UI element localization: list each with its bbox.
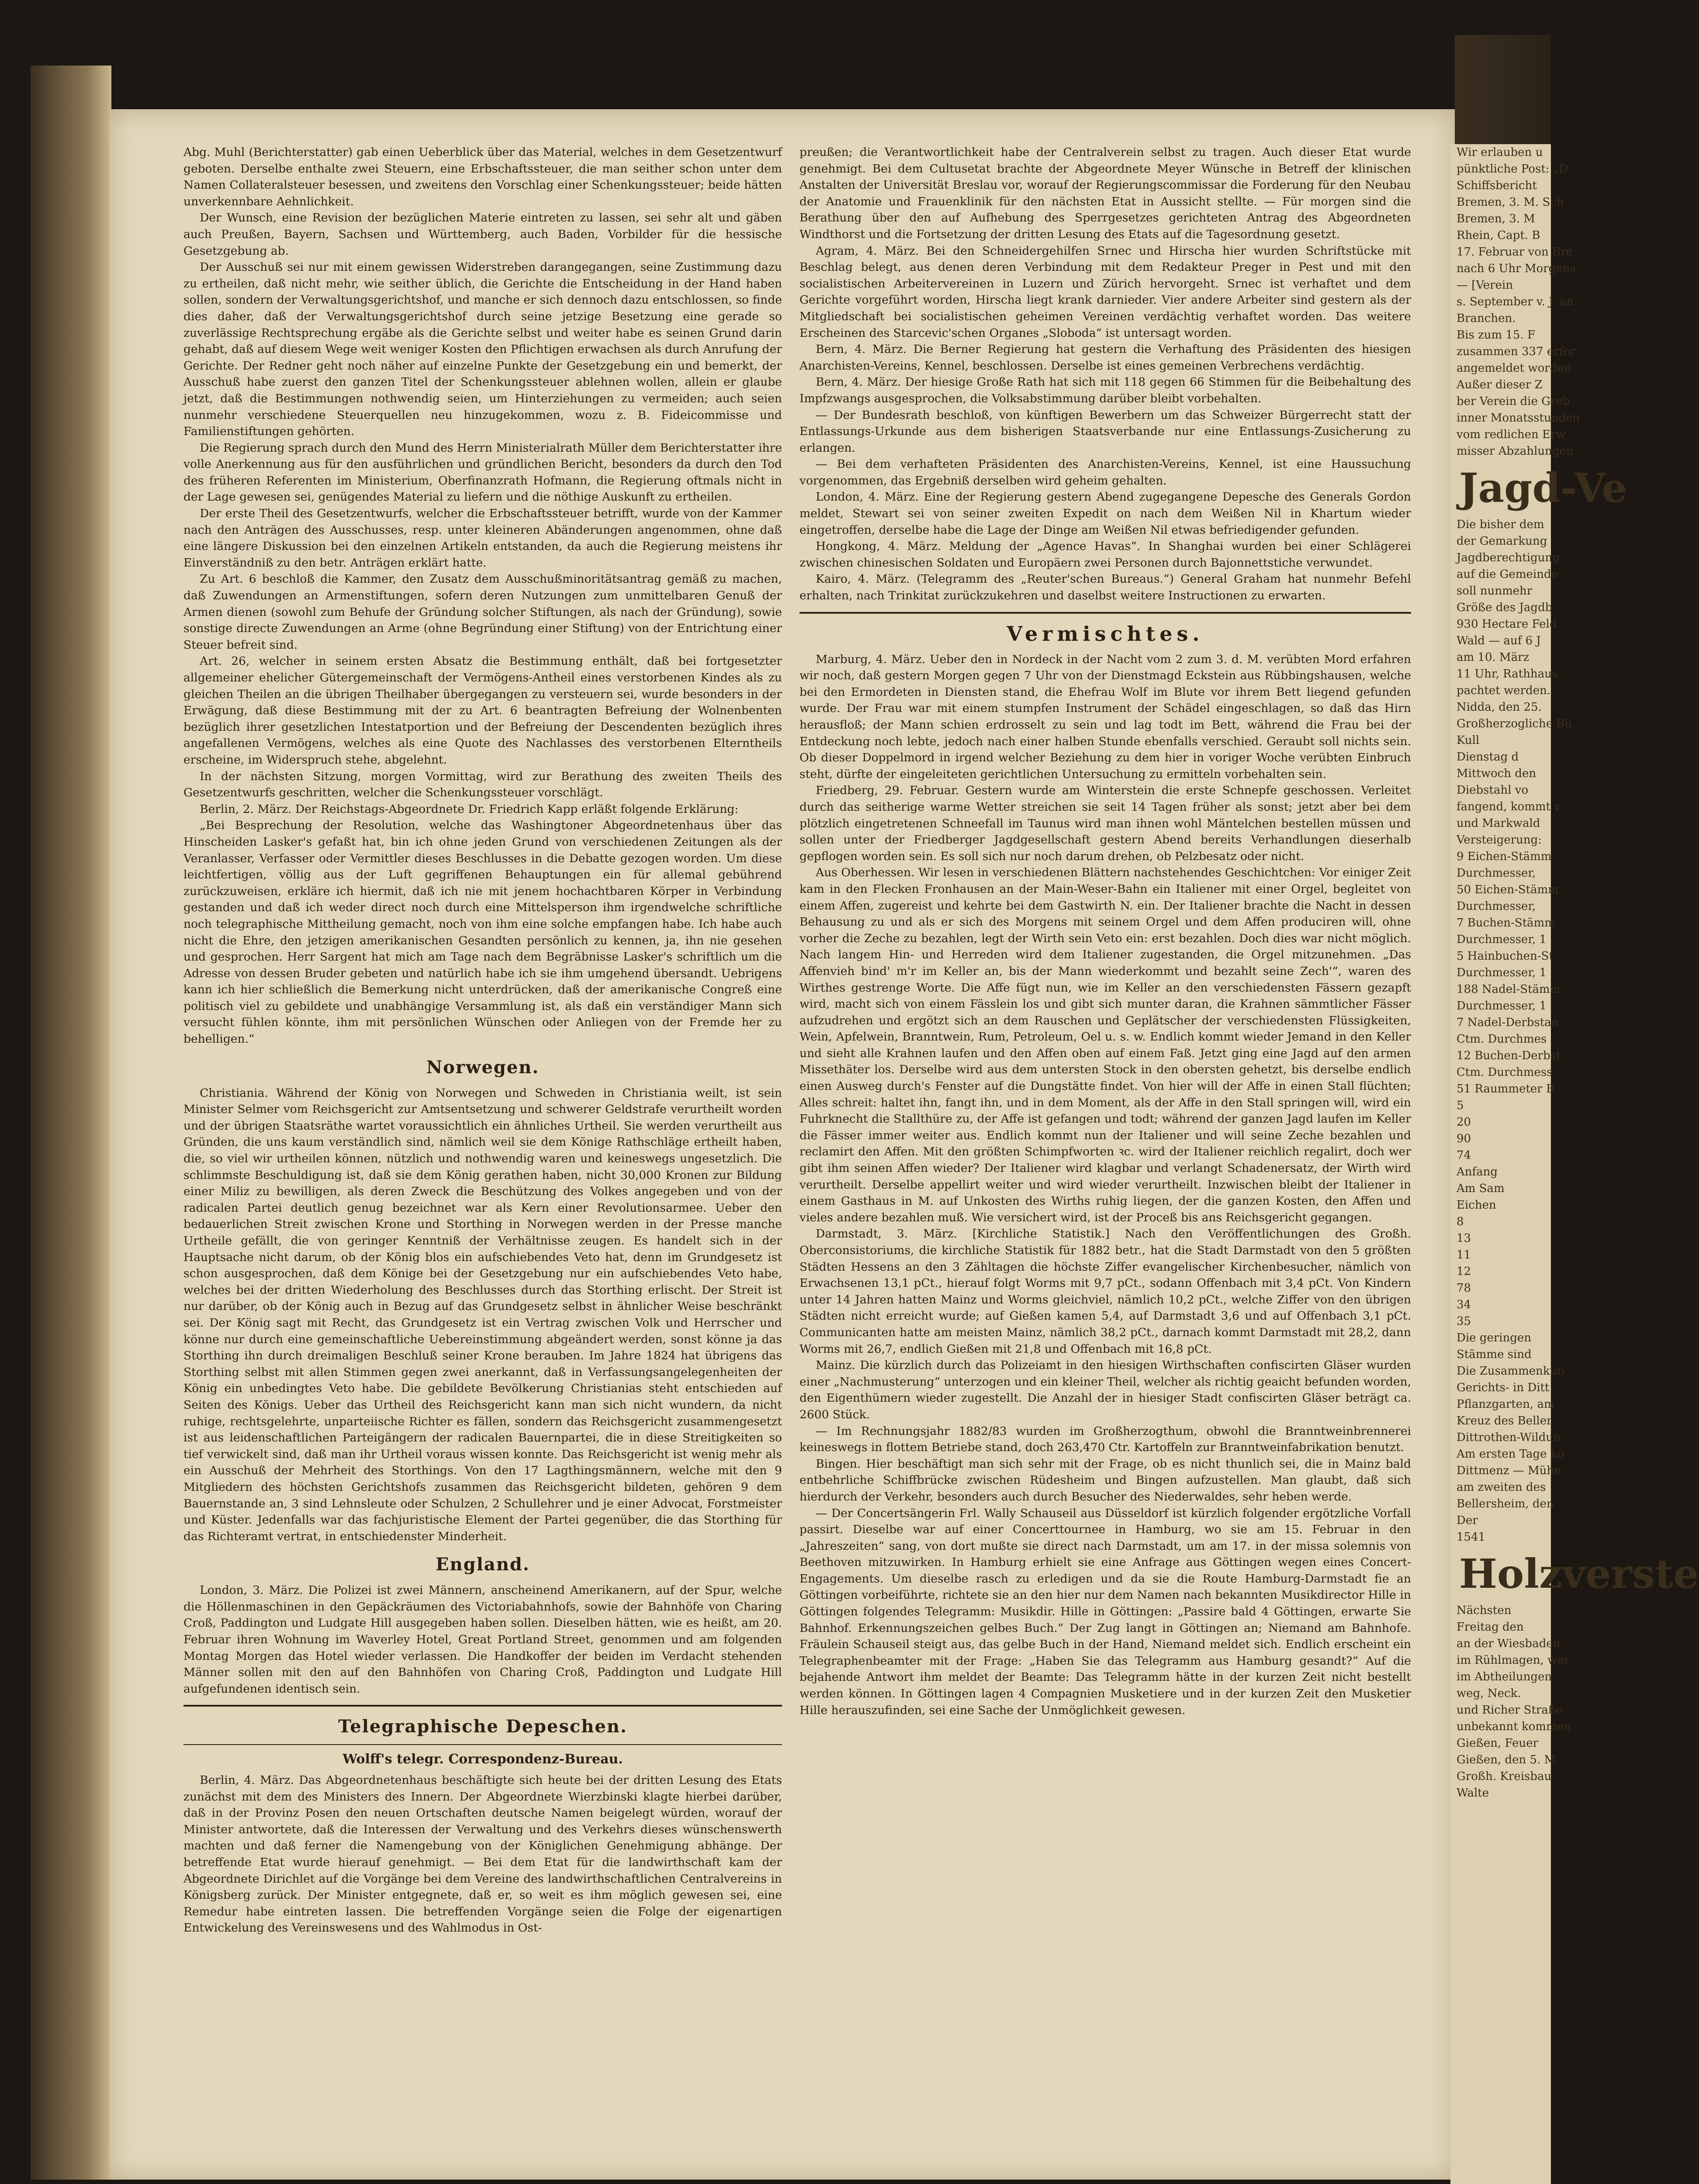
article-paragraph: Bingen. Hier beschäftigt man sich sehr mit der Frage, ob es nicht thunlich sei, die in Mainz bald entbehrliche Schiffbrücke zwischen Rüdesheim und Bingen aufzustellen. Man glaubt, daß sich hierdurch der Verkehr, besonders auch durch Besucher des Niederwaldes, sehr heben werde. [799, 1457, 1411, 1503]
adjacent-line: 1541 [1457, 1531, 1486, 1544]
adjacent-line: Ctm. Durchmes [1457, 1033, 1547, 1046]
adjacent-line: s. September v. J. an [1457, 295, 1574, 308]
adjacent-line: Rhein, Capt. B [1457, 229, 1540, 242]
article-paragraph: Friedberg, 29. Februar. Gestern wurde am Winterstein die erste Schnepfe geschossen. Verleitet durch das seitherige warme Wetter streichen sie seit 14 Tagen früher als sonst; jetzt aber bei dem plötzlich eingetretenen Schneefall im Taunus wird man ihnen wohl Mäntelchen bestellen müssen und sollen unter der Friedberger Jagdgesellschaft gestern Abend bereits Verhandlungen dieserhalb gepflogen worden sein. Es soll sich nur noch darum drehen, ob Pelzbesatz oder nicht. [799, 784, 1411, 863]
adjacent-line: Die geringen [1457, 1331, 1532, 1344]
adjacent-line: Gerichts- in Ditt [1457, 1381, 1550, 1394]
article-paragraph: — Bei dem verhafteten Präsidenten des Anarchisten-Vereins, Kennel, ist eine Haussuchung vorgenommen, das Ergebniß derselben wird geheim gehalten. [799, 457, 1411, 487]
article-paragraph: London, 3. März. Die Polizei ist zwei Männern, anscheinend Amerikanern, auf der Spur, welche die Höllenmaschinen in den Gepäckräumen des Victoriabahnhofs, sowie der Bahnhöfe von Charing Croß, Paddington und Ludgate Hill ausgegeben haben sollen. Dieselben hätten, wie es heißt, am 20. Februar ihren Wohnung im Waverley Hotel, Great Portland Street, genommen und am folgenden Montag Morgen das Hotel wieder verlassen. Die Handkoffer der beiden im Verdacht stehenden Männer sollen mit den auf den Bahnhöfen von Charing Croß, Paddington und Ludgate Hill aufgefundenen identisch sein. [183, 1583, 782, 1696]
adjacent-line: Bremen, 3. M [1457, 212, 1535, 225]
divider [183, 1744, 782, 1745]
article-paragraph: Mainz. Die kürzlich durch das Polizeiamt in den hiesigen Wirthschaften confiscirten Gläser wurden einer „Nachmusterung“ unterzogen und ein kleiner Theil, welcher als richtig geaicht befunden worden, den Eigenthümern wieder zugestellt. Die Anzahl der in hiesiger Stadt confiscirten Gläser beträgt ca. 2600 Stück. [799, 1358, 1411, 1421]
divider [799, 612, 1411, 614]
adjacent-line: Nächsten [1457, 1604, 1512, 1617]
adjacent-line: und Richer Straße [1457, 1704, 1563, 1717]
article-paragraph: — Der Bundesrath beschloß, von künftigen Bewerbern um das Schweizer Bürgerrecht statt der Entlassungs-Urkunde aus dem bisherigen Staatsverbande nur eine Entlassungs-Zusicherung zu erlangen. [799, 408, 1411, 455]
adjacent-line: 12 Buchen-Derbst [1457, 1049, 1561, 1062]
adjacent-line: auf die Gemeinde [1457, 568, 1558, 581]
adjacent-heading-holz: Holzverste [1459, 1550, 1699, 1597]
adjacent-line: an der Wiesbaden [1457, 1637, 1561, 1650]
adjacent-page-fragment [1450, 144, 1699, 2184]
adjacent-line: Die Zusammenkun [1457, 1365, 1565, 1378]
adjacent-line: 11 [1457, 1248, 1471, 1261]
adjacent-line: Walte [1457, 1787, 1489, 1800]
adjacent-line: 90 [1457, 1132, 1471, 1145]
adjacent-line: Durchmesser, 1 [1457, 999, 1547, 1013]
column-left [183, 144, 782, 2123]
adjacent-line: Die bisher dem [1457, 518, 1544, 531]
adjacent-line: Dittrothen-Wildun [1457, 1431, 1561, 1444]
divider [183, 1705, 782, 1707]
article-paragraph: Art. 26, welcher in seinem ersten Absatz die Bestimmung enthält, daß bei fortgesetzter allgemeiner ehelicher Gütergemeinschaft der Vermögens-Antheil eines verstorbenen Kindes als zu gleichen Theilen an die übrigen Theilhaber übergegangen zu versteuern sei, wurde besonders in der Erwägung, daß diese Bestimmung mit der zu Art. 6 beantragten Befreiung der Wolnenbenten bezüglich ihrer gesetzlichen Intestatportion und der Befreiung der Descendenten bezüglich ihres angefallenen Vermögens, welches als eine Quote des Nachlasses des verstorbenen Elterntheils erscheine, im Widerspruch stehe, abgelehnt. [183, 654, 782, 767]
adjacent-line: Stämme sind [1457, 1348, 1532, 1361]
adjacent-line: 78 [1457, 1282, 1471, 1295]
adjacent-line: pachtet werden. [1457, 684, 1551, 697]
article-paragraph: In der nächsten Sitzung, morgen Vormittag, wird zur Berathung des zweiten Theils des Gesetzentwurfs geschritten, welcher die Schenkungssteuer vorschlägt. [183, 769, 782, 800]
adjacent-line: 74 [1457, 1149, 1471, 1162]
adjacent-line: ber Verein die Greb [1457, 395, 1570, 408]
adjacent-line: am 10. März [1457, 651, 1529, 664]
adjacent-line: misser Abzahlungen [1457, 445, 1574, 458]
section-subheading-wolff: Wolff's telegr. Correspondenz-Bureau. [343, 1752, 623, 1767]
adjacent-line: Dienstag d [1457, 750, 1519, 764]
adjacent-line: nach 6 Uhr Morgens [1457, 262, 1576, 275]
adjacent-line: Durchmesser, 1 [1457, 966, 1547, 979]
adjacent-line: soll nunmehr [1457, 584, 1533, 598]
adjacent-line: Größe des Jagdb [1457, 601, 1553, 614]
adjacent-line: 7 Buchen-Stämm [1457, 916, 1555, 930]
adjacent-line: Wald — auf 6 J [1457, 634, 1541, 647]
adjacent-line: Bis zum 15. F [1457, 328, 1536, 342]
article-paragraph: Aus Oberhessen. Wir lesen in verschiedenen Blättern nachstehendes Geschichtchen: Vor einiger Zeit kam in den Flecken Fronhausen an der Main-Weser-Bahn ein Italiener mit einer Orgel, begleitet von einem Affen, zugereist und kehrte bei dem Gastwirth N. ein. Der Italiener brachte die Nacht in dessen Behausung zu und als er sich des Morgens mit seinem Orgel und dem Affen produciren will, ohne vorher die Zeche zu bezahlen, legt der Wirth sein Veto ein: erst bezahlen. Doch dies war nicht möglich. Nach langem Hin- und Herreden wird dem Italiener zugestanden, die Orgel mitzunehmen. „Das Affenvieh bind' m'r im Keller an, bis der Mann wiederkommt und bezahlt seine Zech'“, waren des Wirthes gestrenge Worte. Die Affe fügt nun, wie im Keller an den verschiedensten Fässern gezapft wird, macht sich von einem Fässlein los und gibt sich munter daran, die Krahnen sämmtlicher Fässer aufzudrehen und ergötzt sich an dem Rauschen und Geplätscher der verschiedensten Flüssigkeiten, Wein, Apfelwein, Branntwein, Rum, Petroleum, Oel u. s. w. Endlich kommt wieder Jemand in den Keller und sieht alle Krahnen laufen und den Affen oben auf einem Faß. Jetzt ging eine Jagd auf den armen Missethäter los. Derselbe wird aus dem untersten Stock in den obersten gehetzt, bis derselbe endlich einen Ausweg durch's Fenster auf die Dungstätte findet. Von hier will der Affe in einen Stall flüchten; Alles schreit: haltet ihn, fangt ihn, und in dem Moment, als der Affe in den Stall springen will, wird ein Fuhrknecht die Stallthüre zu, der Affe ist gefangen und todt; während der ganzen Jagd laufen im Keller die Fässer immer weiter aus. Endlich kommt nun der Italiener und will seine Zeche bezahlen und reclamirt den Affen. Mit den größten Schimpfworten ꝛc. wird der Italiener reichlich regalirt, doch wer gibt ihm seinen Affen wieder? Der Italiener wird klagbar und verlangt Schadenersatz, der Wirth wird verurtheilt. Derselbe appellirt weiter und wird wieder verurtheilt. Inzwischen bleibt der Italiener in einem Gasthaus in M. auf Unkosten des Wirths ruhig liegen, der die ganzen Kosten, den Affen und vieles andere bezahlen muß. Wie versichert wird, ist der Proceß bis ans Reichsgericht gegangen. [799, 866, 1411, 1224]
adjacent-line: vom redlichen Erw [1457, 428, 1566, 441]
adjacent-line: Am Sam [1457, 1182, 1505, 1195]
article-paragraph: Bern, 4. März. Der hiesige Große Rath hat sich mit 118 gegen 66 Stimmen für die Beibehaltung des Impfzwangs ausgesprochen, die Volksabstimmung darüber bleibt vorbehalten. [799, 375, 1411, 405]
adjacent-line: 11 Uhr, Rathhaus [1457, 667, 1558, 681]
adjacent-line: 50 Eichen-Stämm [1457, 883, 1559, 896]
adjacent-line: Außer dieser Z [1457, 378, 1543, 391]
article-paragraph: Agram, 4. März. Bei den Schneidergehilfen Srnec und Hirscha hier wurden Schriftstücke mit Beschlag belegt, aus denen deren Verbindung mit dem Redakteur Preger in Pest und mit den socialistischen Arbeitervereinen in Luzern und Zürich hervorgeht. Srnec ist verhaftet und dem Gerichte vorgeführt worden, Hirscha liegt krank darnieder. Vier andere Arbeiter sind gestern als der Mitgliedschaft bei socialistischen geheimen Vereinen verdächtig verhaftet worden. Das weitere Erscheinen des Starcevic'schen Organes „Sloboda“ ist untersagt worden. [799, 244, 1411, 340]
adjacent-line: zusammen 337 erfor [1457, 345, 1576, 358]
adjacent-line: 5 Hainbuchen-St [1457, 950, 1554, 963]
adjacent-line: Großh. Kreisbau [1457, 1770, 1552, 1783]
adjacent-line: 8 [1457, 1215, 1464, 1228]
adjacent-line: unbekannt kommen [1457, 1720, 1571, 1733]
adjacent-line: Gießen, den 5. M [1457, 1753, 1556, 1766]
adjacent-line: 34 [1457, 1298, 1471, 1311]
article-paragraph: Der Wunsch, eine Revision der bezüglichen Materie eintreten zu lassen, sei sehr alt und gäben auch Preußen, Bayern, Sachsen und Württemberg, auch Baden, Vorbilder für die hessische Gesetzgebung ab. [183, 211, 782, 258]
article-paragraph: Der erste Theil des Gesetzentwurfs, welcher die Erbschaftssteuer betrifft, wurde von der Kammer nach den Anträgen des Ausschusses, resp. unter kleineren Abänderungen angenommen, ohne daß eine längere Diskussion bei den einzelnen Artikeln entstanden, da auch die Regierung meistens ihr Einverständniß zu den betr. Anträgen erklärt hatte. [183, 507, 782, 570]
adjacent-line: 35 [1457, 1315, 1471, 1328]
adjacent-heading-jagd: Jagd-Ve [1459, 464, 1627, 511]
section-heading-vermischtes: Vermischtes. [1007, 622, 1204, 646]
adjacent-line: Eichen [1457, 1199, 1496, 1212]
adjacent-line: 17. Februar von Bre [1457, 245, 1573, 259]
adjacent-line: Branchen. [1457, 312, 1516, 325]
adjacent-line: 188 Nadel-Stämm [1457, 983, 1561, 996]
adjacent-line: 9 Eichen-Stämm [1457, 850, 1552, 863]
adjacent-line: Durchmesser, [1457, 867, 1536, 880]
adjacent-line: der Gemarkung [1457, 535, 1547, 548]
adjacent-line: angemeldet worden [1457, 362, 1571, 375]
article-paragraph: Der Ausschuß sei nur mit einem gewissen Widerstreben darangegangen, seine Zustimmung dazu zu ertheilen, daß nicht mehr, wie seither üblich, die Gerichte die Entscheidung in der Hand haben sollen, sondern der Verwaltungsgerichtshof, und manche er sich dennoch dazu entschlossen, so finde dies daher, daß der Verwaltungsgerichtshof durch seine jetzige Besetzung eine gerade so zuverlässige Rechtsprechung ergäbe als die Gerichte selbst und weiter habe es seinen Grund darin gehabt, daß auf diesem Wege weit weniger Kosten den Pflichtigen erwachsen als durch Anrufung der Gerichte. Der Redner geht noch näher auf einzelne Punkte der Gesetzgebung ein und bemerkt, der Ausschuß habe zuerst den ganzen Titel der Schenkungssteuer ablehnen wollen, allein er glaube jetzt, daß die Bestimmungen nothwendig seien, um Hinterziehungen zu vermeiden; auch seien nunmehr verschiedene Steuerquellen neu hinzugekommen, wozu z. B. Fideicommisse und Familienstiftungen gehörten. [183, 260, 782, 439]
article-paragraph: Berlin, 2. März. Der Reichstags-Abgeordnete Dr. Friedrich Kapp erläßt folgende Erklärung: [200, 802, 739, 816]
article-paragraph: Christiania. Während der König von Norwegen und Schweden in Christiania weilt, ist sein Minister Selmer vom Reichsgericht zur Amtsentsetzung und schwerer Geldstrafe verurtheilt worden und der übrigen Staatsräthe wartet voraussichtlich ein ähnliches Urtheil. Sie werden verurtheilt aus Gründen, die uns kaum verständlich sind, nämlich weil sie dem Könige Rathschläge ertheilt haben, die, so viel wir urtheilen können, nützlich und nothwendig waren und keineswegs ungesetzlich. Die schlimmste Beschuldigung ist, daß sie dem König gerathen haben, nicht 30,000 Kronen zur Bildung einer Miliz zu bewilligen, als deren Zweck die Beschützung des Volkes angegeben und von der radicalen Partei deutlich genug bezeichnet war als Kern einer Revolutionsarmee. Ueber den bedauerlichen Streit zwischen Krone und Storthing in Norwegen werden in der Presse manche Urtheile gefällt, die von geringer Kenntniß der Verhältnisse zeugen. Es handelt sich in der Hauptsache nicht darum, ob der König blos ein aufschiebendes Veto hat, denn im Grundgesetz ist schon ausgesprochen, daß dem Könige bei der Gesetzgebung nur ein aufschiebendes Veto habe, welches bei der dritten Wiederholung des Beschlusses durch das Storthing erlischt. Der Streit ist nur darüber, ob der König auch in Bezug auf das Grundgesetz selbst in ähnlicher Weise beschränkt sei. Der König sagt mit Recht, das Grundgesetz ist ein Vertrag zwischen Volk und Herrscher und könne nur durch eine gemeinschaftliche Uebereinstimmung abgeändert werden, sonst könne ja das Storthing ihn durch dreimaligen Beschluß seiner Krone berauben. Im Jahre 1824 hat übrigens das Storthing selbst mit allen Stimmen gegen zwei anerkannt, daß in Verfassungsangelegenheiten der König ein unbedingtes Veto habe. Die gebildete Bevölkerung Christianias steht entschieden auf Seiten des Königs. Ueber das Urtheil des Reichsgericht kann man sich nicht wundern, da nicht ruhige, rechtsgelehrte, unparteiische Richter es fällen, sondern das Reichsgericht zusammengesetzt ist aus leidenschaftlichen Parteigängern der radicalen Bauernpartei, die in diese Streitigkeiten so tief verwickelt sind, daß man ihr Urtheil voraus wissen konnte. Das Reichsgericht ist wenig mehr als ein Ausschuß der Mehrheit des Storthings. Von den 17 Lagthingsmännern, welche mit den 9 Mitgliedern des höchsten Gerichtshofs zusammen das Reichsgericht bildeten, gehören 9 dem Bauernstande an, 3 sind Lehnsleute oder Schulzen, 2 Schullehrer und je einer Advocat, Forstmeister und Küster. Jedenfalls war das fachjuristische Element der Partei gegenüber, die das Storthing für das Richteramt vertrat, in entschiedenster Minderheit. [183, 1086, 782, 1543]
adjacent-line: 5 [1457, 1099, 1464, 1112]
article-paragraph: Berlin, 4. März. Das Abgeordnetenhaus beschäftigte sich heute bei der dritten Lesung des Etats zunächst mit dem des Ministers des Innern. Der Abgeordnete Wierzbinski klagte hierbei darüber, daß in der Provinz Posen den neuen Ortschaften deutsche Namen beigelegt würden, worauf der Minister antwortete, daß die Interessen der Verwaltung und des Verkehrs dieses wünschenswerth machten und daß ferner die Namengebung von der Königlichen Genehmigung abhänge. Der betreffende Etat wurde hierauf genehmigt. — Bei dem Etat für die landwirthschaft kam der Abgeordnete Dirichlet auf die Vorgänge bei dem Vereine des landwirthschaftlichen Centralvereins in Königsberg zurück. Der Minister entgegnete, daß er, so weit es ihm möglich gewesen sei, eine Remedur habe eintreten lassen. Die betreffenden Vorgänge seien die Folge der eigenartigen Entwickelung des Vereinswesens und des Wahlmodus in Ost- [183, 1773, 782, 1935]
section-heading-telegraphic: Telegraphische Depeschen. [338, 1716, 627, 1737]
adjacent-line: Kreuz des Beller [1457, 1414, 1552, 1427]
adjacent-line: im Rühlmagen, wer [1457, 1654, 1570, 1667]
adjacent-page-top-lines [1450, 144, 1580, 460]
adjacent-page-mid-lines [1450, 516, 1572, 1545]
adjacent-line: fangend, kommt v [1457, 800, 1561, 813]
adjacent-line: Der [1457, 1514, 1478, 1527]
adjacent-line: weg, Neck. [1457, 1687, 1521, 1700]
adjacent-line: am zweiten des [1457, 1481, 1546, 1494]
article-paragraph: Bern, 4. März. Die Berner Regierung hat gestern die Verhaftung des Präsidenten des hiesigen Anarchisten-Vereins, Kennel, beschlossen. Derselbe ist eines gemeinen Verbrechens verdächtig. [799, 342, 1411, 373]
adjacent-line: und Markwald [1457, 817, 1540, 830]
adjacent-line: Bremen, 3. M. Sch [1457, 196, 1564, 209]
article-paragraph: „Bei Besprechung der Resolution, welche das Washingtoner Abgeordnetenhaus über das Hinscheiden Lasker's gefaßt hat, bin ich ohne jeden Grund von verschiedenen Zeitungen als der Veranlasser, Verfasser oder Vermittler dieses Beschlusses in die Debatte gezogen worden. Um diese leichtfertigen, völlig aus der Luft gegriffenen Behauptungen ein für allemal gebührend zurückzuweisen, erkläre ich hiermit, daß ich nie mit jenem hochachtbaren Körper in Verbindung gestanden und daß ich weder direct noch durch eine Mittelsperson ihm irgendwelche schriftliche noch telegraphische Mittheilung gemacht, noch von ihm eine solche empfangen habe. Ich habe auch nicht die Ehre, den jetzigen amerikanischen Gesandten persönlich zu kennen, ja, ihn nie gesehen und gesprochen. Herr Sargent hat mich am Tage nach dem Begräbnisse Lasker's schriftlich um die Adresse von dessen Bruder gebeten und natürlich habe ich sie ihm umgehend übersandt. Uebrigens kann ich hier schließlich die Bemerkung nicht unterdrücken, daß der amerikanische Congreß eine politisch viel zu gebildete und unabhängige Versammlung ist, als daß ein verständiger Mann sich versucht fühlen könnte, ihm mit persönlichen Wünschen oder Anliegen von der Fremde her zu behelligen.“ [183, 819, 782, 1046]
adjacent-line: pünktliche Post: „D [1457, 162, 1568, 176]
article-paragraph: Zu Art. 6 beschloß die Kammer, den Zusatz dem Ausschußminoritätsantrag gemäß zu machen, daß Zuwendungen an Armenstiftungen, sofern deren Nutzungen zum unmittelbaren Genuß der Armen dienen (sowohl zum Behufe der Gründung solcher Stiftungen, als nach der Gründung), sowie sonstige directe Zuwendungen an Arme (ohne Begründung einer Stiftung) von der Entrichtung einer Steuer befreit sind. [183, 572, 782, 652]
adjacent-line: Pflanzgarten, am [1457, 1398, 1555, 1411]
adjacent-line: Freitag den [1457, 1621, 1524, 1634]
article-paragraph: preußen; die Verantwortlichkeit habe der Centralverein selbst zu tragen. Auch dieser Etat wurde genehmigt. Bei dem Cultusetat brachte der Abgeordnete Meyer Wünsche in Betreff der klinischen Anstalten der Universität Breslau vor, worauf der Regierungscommissar die Forderung für den Neubau der Anatomie und Frauenklinik für den nächsten Etat in Aussicht stellte. — Für morgen sind die Berathung über den auf Aufhebung des Sperrgesetzes gerichteten Antrag des Abgeordneten Windthorst und die Fortsetzung der dritten Lesung des Etats auf die Tagesordnung gesetzt. [799, 145, 1411, 241]
adjacent-line: Nidda, den 25. [1457, 701, 1542, 714]
adjacent-line: Mittwoch den [1457, 767, 1536, 780]
adjacent-line: Bellersheim, den [1457, 1497, 1554, 1510]
adjacent-line: 51 Raummeter B [1457, 1082, 1555, 1095]
article-paragraph: Kairo, 4. März. (Telegramm des „Reuter'schen Bureaus.“) General Graham hat nunmehr Befehl erhalten, nach Trinkitat zurückzukehren und daselbst weitere Instructionen zu erwarten. [799, 572, 1411, 603]
adjacent-line: Diebstahl vo [1457, 784, 1529, 797]
adjacent-line: Ctm. Durchmess [1457, 1066, 1553, 1079]
adjacent-line: Jagdberechtigung [1457, 551, 1560, 564]
article-paragraph: London, 4. März. Eine der Regierung gestern Abend zugegangene Depesche des Generals Gordon meldet, Stewart sei von seiner zweiten Expedit on nach dem Weißen Nil in Khartum wieder eingetroffen, derselbe habe die Lage der Dinge am Weißen Nil etwas befriedigender gefunden. [799, 490, 1411, 537]
adjacent-line: Schiffsbericht [1457, 179, 1537, 192]
article-paragraph: Hongkong, 4. März. Meldung der „Agence Havas“. In Shanghai wurden bei einer Schlägerei zwischen chinesischen Soldaten und Europäern zwei Personen durch Bajonnettstiche verwundet. [799, 539, 1411, 570]
adjacent-page-bottom-lines [1450, 1602, 1571, 1801]
section-heading-england: England. [436, 1554, 530, 1575]
adjacent-line: Kull [1457, 734, 1480, 747]
article-paragraph: Die Regierung sprach durch den Mund des Herrn Ministerialrath Müller dem Berichterstatter ihre volle Anerkennung aus für den ausführlichen und gründlichen Bericht, besonders da durch den Tod des früheren Referenten im Ministerium, Oberfinanzrath Hofmann, die Regierung oftmals nicht in der Lage gewesen sei, genügendes Material zu liefern und die nöthige Auskunft zu ertheilen. [183, 441, 782, 504]
article-paragraph: — Im Rechnungsjahr 1882/83 wurden im Großherzogthum, obwohl die Branntweinbrennerei keineswegs in flottem Betriebe stand, doch 263,470 Ctr. Kartoffeln zur Branntweinfabrikation benutzt. [799, 1424, 1411, 1455]
book-binding-left [31, 66, 111, 2180]
adjacent-line: Am ersten Tage ko [1457, 1448, 1564, 1461]
adjacent-line: 7 Nadel-Derbstan [1457, 1016, 1559, 1029]
article-paragraph: Abg. Muhl (Berichterstatter) gab einen Ueberblick über das Material, welches in dem Gesetzentwurf geboten. Derselbe enthalte zwei Steuern, eine Erbschaftssteuer, die man seither schon unter dem Namen Collateralsteuer besessen, und zweitens den Vorschlag einer Schenkungssteuer; beide hätten unverkennbare Aehnlichkeit. [183, 145, 782, 208]
adjacent-line: Durchmesser, 1 [1457, 933, 1547, 946]
adjacent-line: Durchmesser, [1457, 900, 1536, 913]
adjacent-line: Wir erlauben u [1457, 146, 1543, 159]
adjacent-line: Versteigerung: [1457, 833, 1542, 847]
article-paragraph: — Der Concertsängerin Frl. Wally Schauseil aus Düsseldorf ist kürzlich folgender ergötzliche Vorfall passirt. Dieselbe war auf einer Concerttournee in Hamburg, wo sie am 15. Februar in den „Jahreszeiten“ sang, von dort mußte sie direct nach Darmstadt, um am 17. in der missa solemnis von Beethoven mitzuwirken. In Hamburg erhielt sie eine Anfrage aus Göttingen wegen eines Concert-Engagements. Um dieselbe rasch zu erledigen und da sie die Route Hamburg-Darmstadt fie an Göttingen vorbeiführte, richtete sie an den hier nur dem Namen nach bekannten Musikdirector Hille in Göttingen folgendes Telegramm: Musikdir. Hille in Göttingen: „Passire bald 4 Göttingen, erwarte Sie Bahnhof. Erkennungszeichen gelbes Buch.“ Der Zug langt in Göttingen an; Niemand am Bahnhofe. Fräulein Schauseil steigt aus, das gelbe Buch in der Hand, Niemand meldet sich. Endlich erscheint ein Telegraphenbeamter mit der Frage: „Haben Sie das Telegramm aus Hamburg gesandt?“ Auf die bejahende Antwort ihm meldet der Beamte: Das Telegramm hätte in der kurzen Zeit nicht bestellt werden können. In Göttingen lagen 4 Compagnien Musketiere und in der kurzen Zeit den Musketier Hille herauszufinden, sei eine Sache der Unmöglichkeit gewesen. [799, 1506, 1411, 1717]
adjacent-line: 13 [1457, 1232, 1471, 1245]
adjacent-line: 20 [1457, 1116, 1471, 1129]
adjacent-line: Gießen, Feuer [1457, 1737, 1539, 1750]
adjacent-line: inner Monatsstunden [1457, 411, 1580, 425]
adjacent-line: 12 [1457, 1265, 1471, 1278]
adjacent-line: 930 Hectare Feld [1457, 618, 1557, 631]
adjacent-line: im Abtheilungen [1457, 1670, 1552, 1683]
adjacent-line: Anfang [1457, 1165, 1498, 1178]
adjacent-line: — [Verein [1457, 279, 1513, 292]
adjacent-line: Großherzogliche Bü [1457, 717, 1572, 730]
section-heading-norwegen: Norwegen. [426, 1057, 540, 1078]
column-right [799, 144, 1411, 2097]
adjacent-line: Dittmenz — Mühe [1457, 1464, 1561, 1477]
article-paragraph: Darmstadt, 3. März. [Kirchliche Statistik.] Nach den Veröffentlichungen des Großh. Oberconsistoriums, die kirchliche Statistik für 1882 betr., hat die Stadt Darmstadt von den 5 größten Städten Hessens an den 3 Zähltagen die höchste Ziffer evangelischer Kirchenbesucher, nämlich von Erwachsenen 13,1 pCt., hierauf folgt Worms mit 9,7 pCt., sodann Offenbach mit 3,4 pCt. Von Kindern unter 14 Jahren hatten Mainz und Worms gleichviel, nämlich 10,2 pCt., welche Ziffer von den übrigen Städten nicht erreicht wurde; auf Gießen kamen 5,4, auf Darmstadt 3,6 und auf Offenbach 3,1 pCt. Communicanten hatte am meisten Mainz, nämlich 38,2 pCt., darnach kommt Darmstadt mit 28,2, dann Worms mit 26,7, endlich Gießen mit 21,8 und Offenbach mit 16,8 pCt. [799, 1227, 1411, 1356]
article-paragraph: Marburg, 4. März. Ueber den in Nordeck in der Nacht vom 2 zum 3. d. M. verübten Mord erfahren wir noch, daß gestern Morgen gegen 7 Uhr von der Dienstmagd Eckstein aus Rübbingshausen, welche bei den Ermordeten in Diensten stand, die Ehefrau Wolf im Blute vor ihrem Bett liegend gefunden wurde. Der Frau war mit einem stumpfen Instrument der Schädel eingeschlagen, so daß das Hirn herausfloß; der Mann schien erdrosselt zu sein und lag todt im Bett, während die Frau bei der Entdeckung noch lebte, jedoch nach einer halben Stunde ebenfalls verschied. Geraubt soll nichts sein. Ob dieser Doppelmord in irgend welcher Beziehung zu dem hier in voriger Woche verübten Einbruch steht, dürfte der eingeleiteten gerichtlichen Untersuchung zu ermitteln vorbehalten sein. [799, 652, 1411, 781]
